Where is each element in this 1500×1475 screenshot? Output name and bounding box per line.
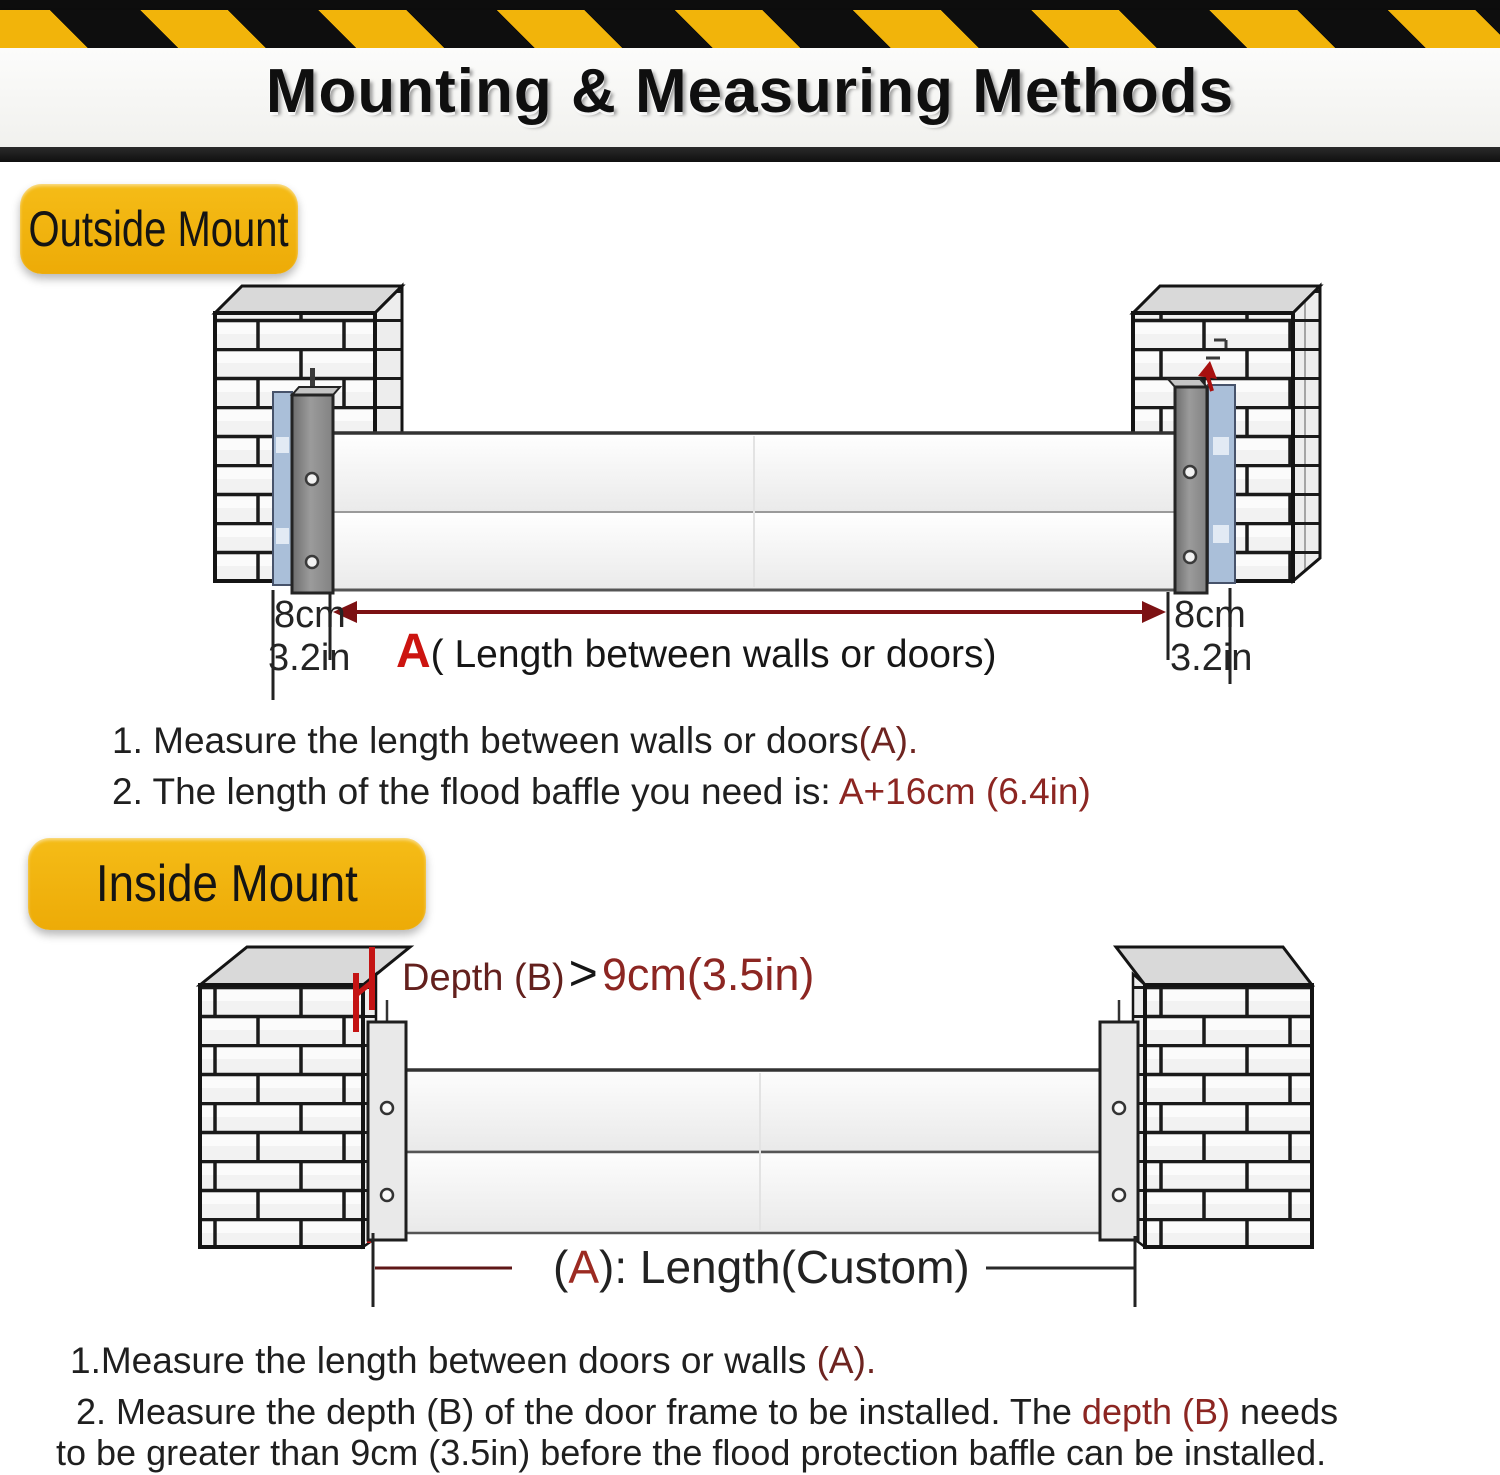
inside-mount-label xyxy=(28,838,426,930)
outside-mount-label-text: Outside Mount xyxy=(28,201,290,257)
flood-barrier-inside xyxy=(406,1070,1100,1233)
left-mounting-bracket xyxy=(292,387,340,593)
left-seal-strip xyxy=(273,392,292,585)
inside-step-2-line2: to be greater than 9cm (3.5in) before the flood protection baffle can be installed. xyxy=(56,1432,1327,1473)
length-letter-a: A xyxy=(568,1241,600,1293)
depth-caption xyxy=(402,944,814,1002)
inside-step2-highlight: depth (B) xyxy=(1081,1391,1230,1432)
span-caption xyxy=(396,624,996,679)
inside-step-1 xyxy=(70,1340,876,1382)
inside-left-bracket xyxy=(368,1022,406,1240)
depth-operator: > xyxy=(568,945,598,1001)
inside-step1-highlight: (A). xyxy=(816,1340,877,1381)
right-mounting-bracket xyxy=(1168,379,1207,593)
header-divider xyxy=(0,147,1500,162)
outside-step1-highlight: (A). xyxy=(858,720,919,761)
inside-right-pillar xyxy=(1116,947,1312,1247)
outside-step-1 xyxy=(112,720,918,762)
inside-step2-text1: 2. Measure the depth (B) of the door frame to be installed. The xyxy=(76,1391,1082,1432)
length-caption-text: ): Length(Custom) xyxy=(599,1241,970,1293)
outside-mount-label xyxy=(20,184,298,274)
inside-step-2-line1 xyxy=(76,1391,1338,1433)
inside-right-bracket xyxy=(1100,1022,1138,1240)
flood-barrier-outside xyxy=(333,433,1175,590)
outside-step2-highlight: A+16cm (6.4in) xyxy=(838,771,1091,812)
outside-right-offset-in: 3.2in xyxy=(1170,637,1253,679)
depth-value: 9cm(3.5in) xyxy=(601,949,815,1000)
outside-step2-text: 2. The length of the flood baffle you need is: xyxy=(112,771,839,812)
inside-step2-text2: needs xyxy=(1230,1391,1339,1432)
inside-step1-text: 1.Measure the length between doors or walls xyxy=(70,1340,817,1381)
outside-right-offset-cm: 8cm xyxy=(1174,594,1246,636)
span-caption-text: ( Length between walls or doors) xyxy=(430,633,997,676)
caution-stripe-banner xyxy=(0,10,1500,48)
outside-left-offset-in: 3.2in xyxy=(268,637,351,679)
page-title: Mounting & Measuring Methods xyxy=(265,57,1235,126)
length-caption xyxy=(553,1240,970,1294)
outside-step-2 xyxy=(112,771,1091,813)
top-black-bar xyxy=(0,0,1500,10)
depth-label: Depth (B) xyxy=(402,957,565,999)
right-seal-strip xyxy=(1208,385,1235,583)
outside-step1-text: 1. Measure the length between walls or doors xyxy=(112,720,859,761)
length-paren: ( xyxy=(553,1241,569,1293)
span-letter-a: A xyxy=(396,625,431,678)
outside-left-offset-cm: 8cm xyxy=(274,594,346,636)
inside-mount-label-text: Inside Mount xyxy=(95,855,358,913)
